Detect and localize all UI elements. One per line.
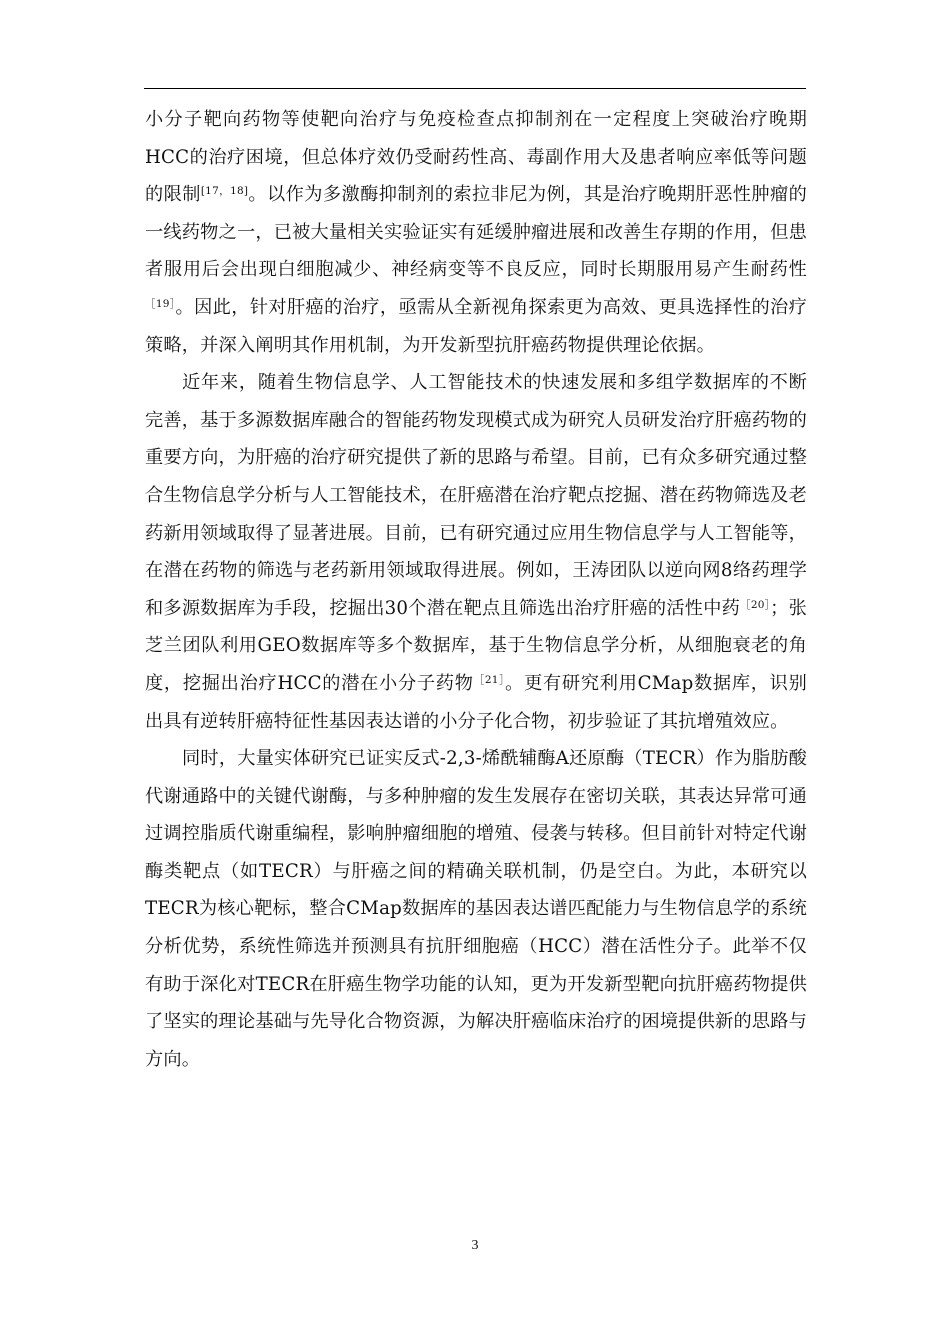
paragraph-text: 近年来，随着生物信息学、人工智能技术的快速发展和多组学数据库的不断完善，基于多源数据库融合的智能药物发现模式成为研究人员研发治疗肝癌药物的重要方向，为肝癌的治疗研究提供了新的思路与希望。目前，已有众多研究通过整合生物信息学分析与人工智能技术，在肝癌潜在治疗靶点挖掘、潜在药物筛选及老药新用领域取得了显著进展。目前，已有研究通过应用生物信息学与人工智能等，在潜在药物的筛选与老药新用领域取得进展。例如，王涛团队以逆向网8络药理学和多源数据库为手段，挖掘出30个潜在靶点且筛选出治疗肝癌的活性中药 — [145, 372, 807, 619]
citation-marker: ［20］ — [740, 598, 771, 611]
paragraph-text: 。以作为多激酶抑制剂的索拉非尼为例，其是治疗晚期肝恶性肿瘤的一线药物之一，已被大量相关实验证实有延缓肿瘤进展和改善生存期的作用，但患者服用后会出现白细胞减少、神经病变等不良反应，同时长期服用易产生耐药性 — [145, 184, 807, 281]
paragraph-text: 。更有研究利用CMap数据库，识别出具有逆转肝癌特征性基因表达谱的小分子化合物，初步验证了其抗增殖效应。 — [145, 672, 807, 732]
paragraph-text: 小分子靶向药物等使靶向治疗与免疫检查点抑制剂在一定程度上突破治疗晚期HCC的治疗困境，但总体疗效仍受耐药性高、毒副作用大及患者响应率低等问题的限制 — [145, 109, 807, 206]
citation-marker: [17，18] — [200, 185, 249, 198]
citation-marker: ［21］ — [473, 674, 506, 687]
paragraph-2 — [145, 364, 807, 740]
header-rule — [144, 88, 806, 89]
citation-marker: ［19］ — [145, 298, 176, 311]
paragraph-text: 同时，大量实体研究已证实反式-2,3-烯酰辅酶A还原酶（TECR）作为脂肪酸代谢通路中的关键代谢酶，与多种肿瘤的发生发展存在密切关联，其表达异常可通过调控脂质代谢重编程，影响肿瘤细胞的增殖、侵袭与转移。但目前针对特定代谢酶类靶点（如TECR）与肝癌之间的精确关联机制，仍是空白。为此，本研究以TECR为核心靶标，整合CMap数据库的基因表达谱匹配能力与生物信息学的系统分析优势，系统性筛选并预测具有抗肝细胞癌（HCC）潜在活性分子。此举不仅有助于深化对TECR在肝癌生物学功能的认知，更为开发新型靶向抗肝癌药物提供了坚实的理论基础与先导化合物资源，为解决肝癌临床治疗的困境提供新的思路与方向。 — [145, 748, 807, 1070]
paragraph-1 — [145, 101, 807, 364]
page-number: 3 — [471, 1238, 479, 1253]
paragraph-3 — [145, 740, 807, 1078]
paragraph-text: ；张芝兰团队利用GEO数据库等多个数据库，基于生物信息学分析，从细胞衰老的角度，挖掘出治疗HCC的潜在小分子药物 — [145, 597, 807, 694]
document-body — [145, 101, 807, 1078]
paragraph-text: 。因此，针对肝癌的治疗，亟需从全新视角探索更为高效、更具选择性的治疗策略，并深入阐明其作用机制，为开发新型抗肝癌药物提供理论依据。 — [145, 296, 807, 356]
